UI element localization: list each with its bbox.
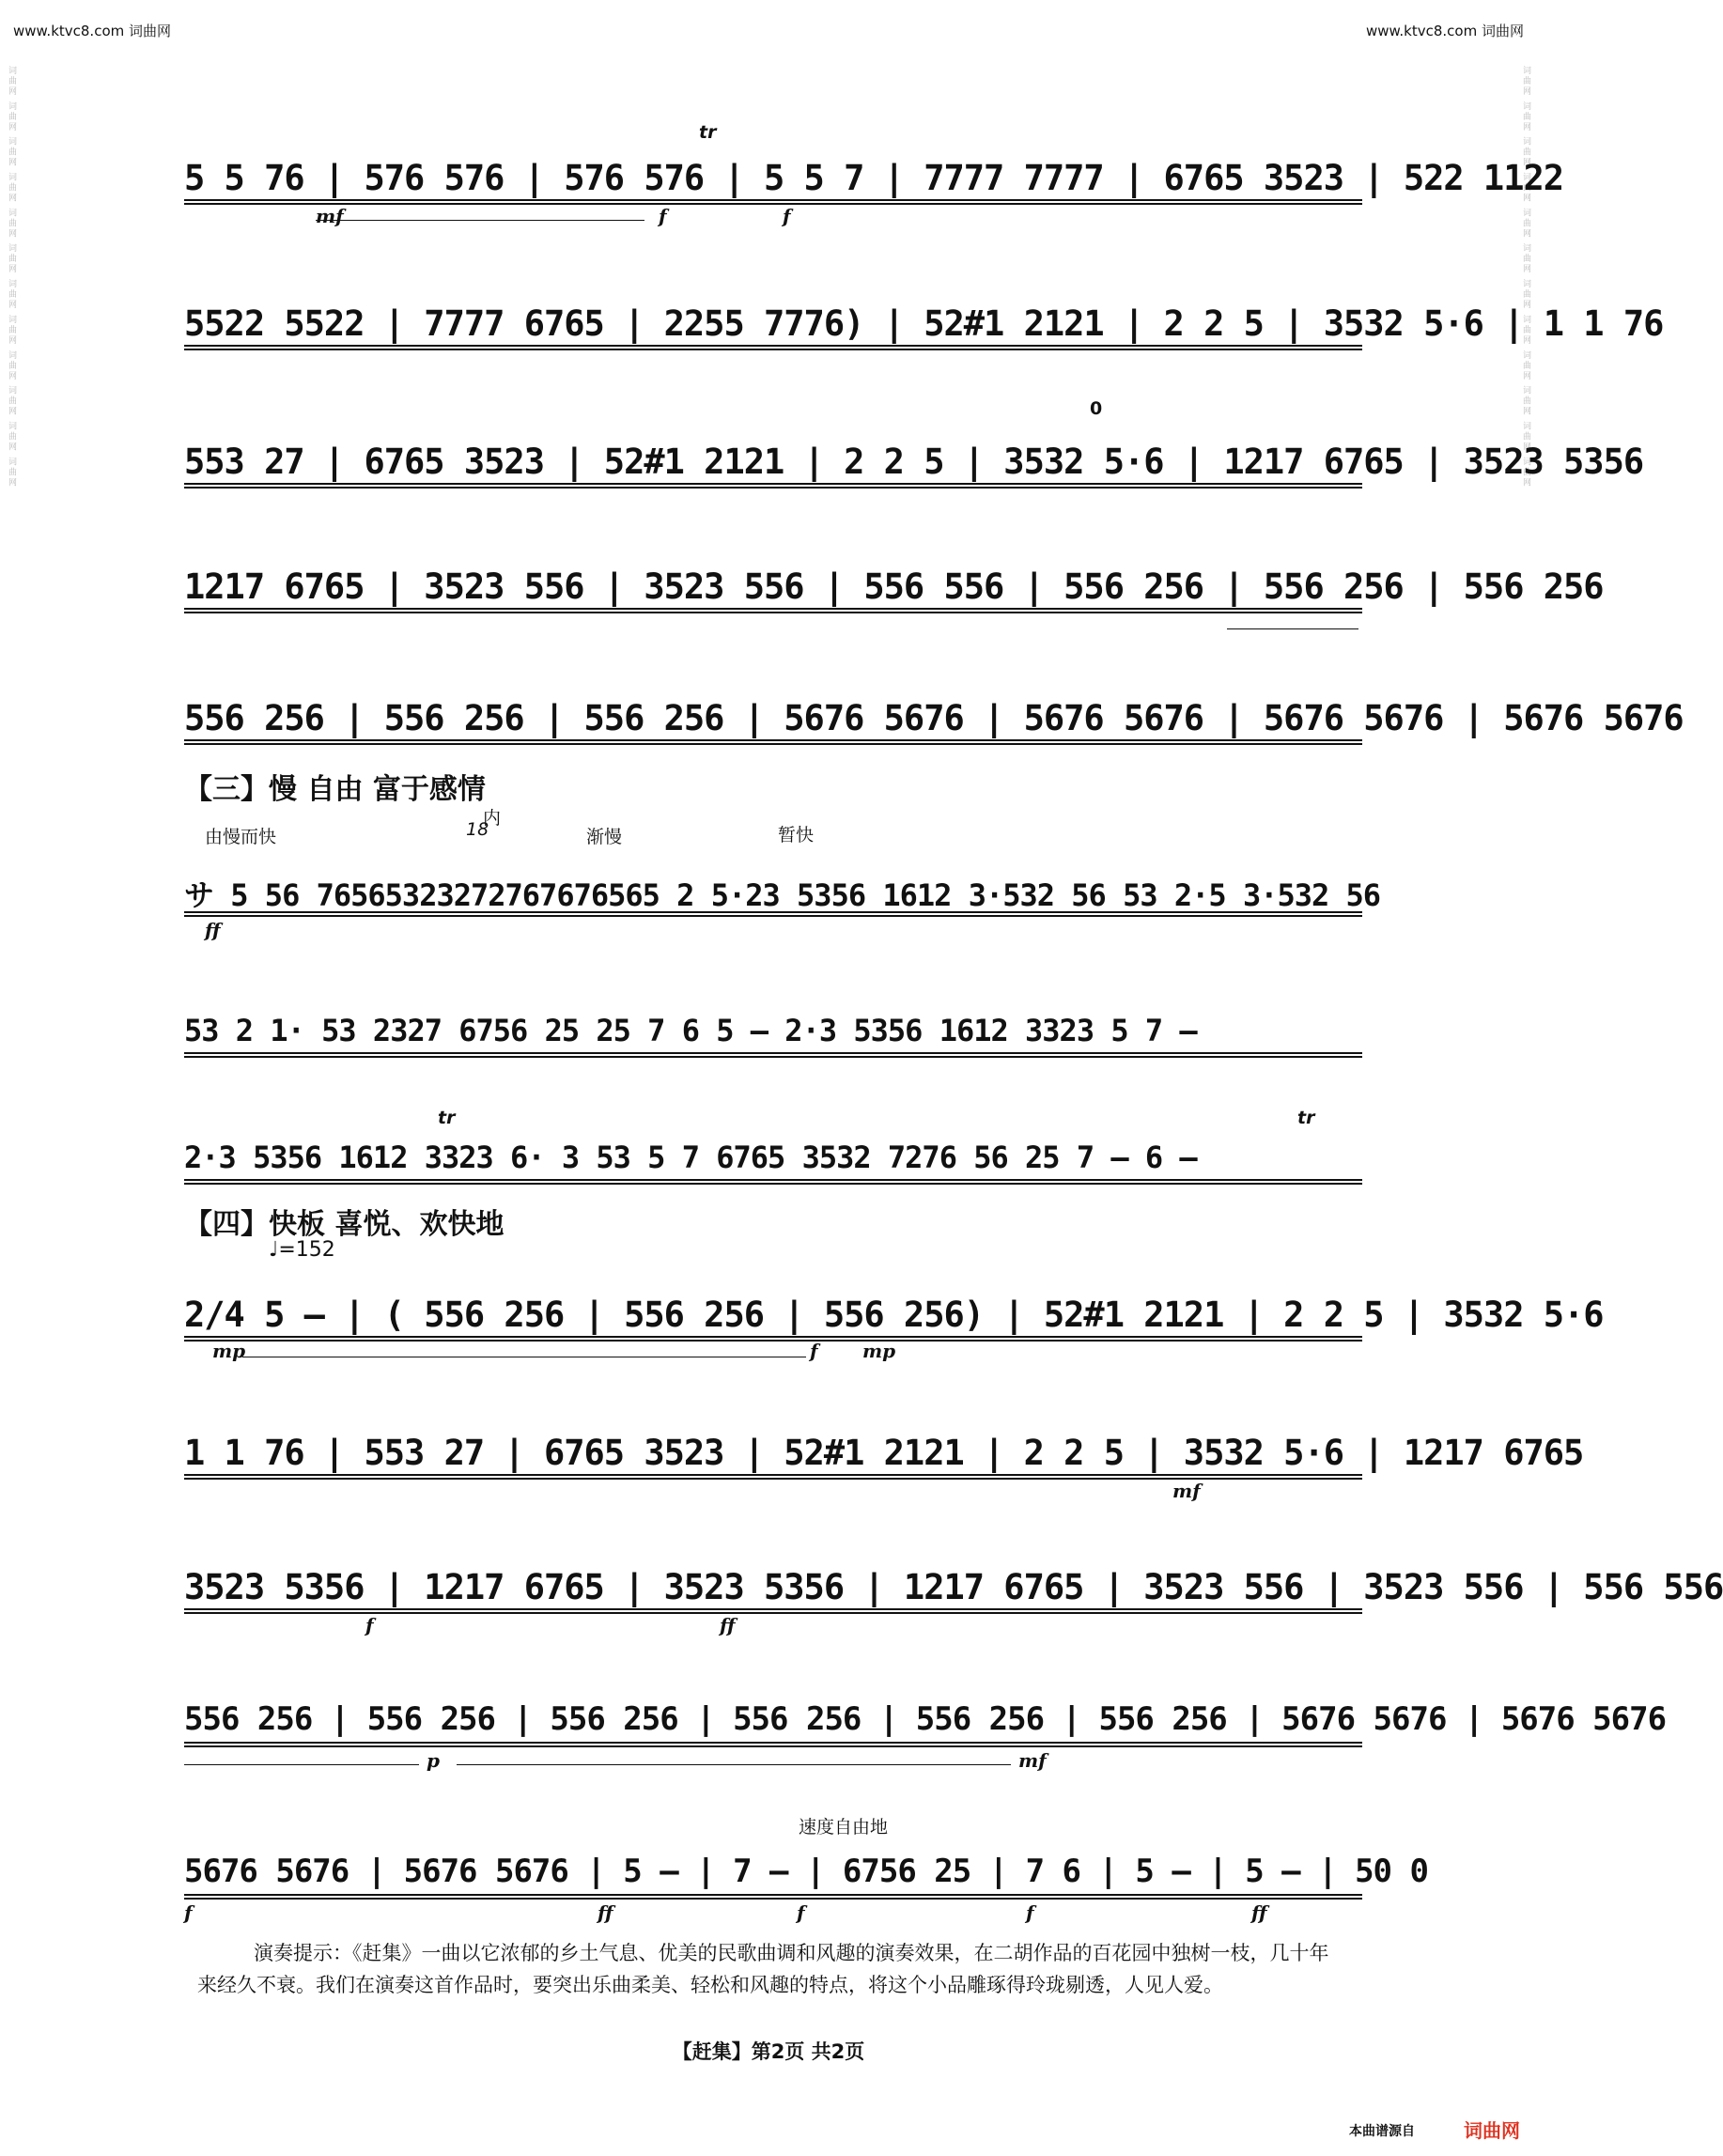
notation-line: 1 1 76 | 553 27 | 6765 3523 | 52#1 2121 | 2 2 5 | 3532 5·6 | 1217 6765 xyxy=(184,1433,1584,1473)
notation-line: 53 2 1· 53 2327 6756 25 25 7 6 5 – 2·3 5356 1612 3323 5 7 – xyxy=(184,1013,1197,1048)
notation-line: 3523 5356 | 1217 6765 | 3523 5356 | 1217 6765 | 3523 556 | 3523 556 | 556 556 xyxy=(184,1567,1723,1607)
fingering-mark: 0 xyxy=(1090,398,1103,419)
dynamic-mark: p xyxy=(427,1749,440,1772)
site-header-left[interactable]: www.ktvc8.com 词曲网 xyxy=(13,23,172,39)
crescendo-line xyxy=(457,1764,1011,1765)
dynamic-mark: mp xyxy=(862,1340,896,1362)
diminuendo-line xyxy=(184,1764,419,1765)
dynamic-mark: ff xyxy=(1251,1901,1267,1924)
dynamic-mark: f xyxy=(365,1614,374,1636)
dynamic-mark: f xyxy=(783,205,791,227)
tempo-annotation: 暂快 xyxy=(778,825,815,845)
underline xyxy=(184,345,1362,350)
notation-line: 556 256 | 556 256 | 556 256 | 556 256 | 556 256 | 556 256 | 5676 5676 | 5676 5676 xyxy=(184,1700,1667,1738)
dynamic-mark: mf xyxy=(1172,1480,1201,1502)
dynamic-mark: f xyxy=(797,1901,805,1924)
underline xyxy=(184,199,1362,205)
tuplet-number: 18 xyxy=(466,819,489,840)
dynamic-mark: f xyxy=(659,205,667,227)
notation-line: 556 256 | 556 256 | 556 256 | 5676 5676 | 5676 5676 | 5676 5676 | 5676 5676 xyxy=(184,698,1684,738)
dynamic-mark: ff xyxy=(598,1901,613,1924)
site-header-right[interactable]: www.ktvc8.com 词曲网 xyxy=(1365,23,1524,39)
crescendo-line xyxy=(316,220,644,221)
underline xyxy=(184,739,1362,745)
page-footer: 【赶集】第2页 共2页 xyxy=(672,2040,865,2063)
underline xyxy=(184,1742,1362,1747)
trill-mark: tr xyxy=(699,122,717,143)
side-watermark-left: 词曲网 词曲网 词曲网 词曲网 词曲网 词曲网 词曲网 词曲网 词曲网 词曲网 词曲网 词曲网 xyxy=(7,66,16,489)
notation-line: 5522 5522 | 7777 6765 | 2255 7776) | 52#1 2121 | 2 2 5 | 3532 5·6 | 1 1 76 xyxy=(184,303,1664,344)
notation-line: 553 27 | 6765 3523 | 52#1 2121 | 2 2 5 | 3532 5·6 | 1217 6765 | 3523 5356 xyxy=(184,442,1644,482)
underline xyxy=(184,911,1362,917)
notation-line: 2·3 5356 1612 3323 6· 3 53 5 7 6765 3532 7276 56 25 7 – 6 – xyxy=(184,1140,1197,1175)
dynamic-mark: ff xyxy=(205,919,221,941)
trill-mark: tr xyxy=(438,1108,456,1128)
underline xyxy=(184,1894,1362,1900)
section-3-title: 【三】慢 自由 富于感情 xyxy=(184,773,486,806)
string-annotation: 内 xyxy=(483,808,502,829)
notation-line: 2/4 5 – | ( 556 256 | 556 256 | 556 256) | 52#1 2121 | 2 2 5 | 3532 5·6 xyxy=(184,1295,1604,1335)
underline xyxy=(184,483,1362,489)
tempo-marking: ♩=152 xyxy=(269,1238,335,1262)
underline xyxy=(184,608,1362,613)
trill-mark: tr xyxy=(1297,1108,1315,1128)
underline xyxy=(184,1179,1362,1185)
dynamic-mark: mf xyxy=(1018,1749,1047,1772)
notation-line: 5676 5676 | 5676 5676 | 5 – | 7 – | 6756 25 | 7 6 | 5 – | 5 – | 50 0 xyxy=(184,1853,1428,1890)
tempo-annotation: 由慢而快 xyxy=(205,827,277,847)
dynamic-mark: f xyxy=(1026,1901,1034,1924)
dynamic-mark: f xyxy=(810,1340,818,1362)
notation-line: サ 5 56 76565323272767676565 2 5·23 5356 1612 3·532 56 53 2·5 3·532 56 xyxy=(184,877,1381,913)
notation-line: 1217 6765 | 3523 556 | 3523 556 | 556 556 | 556 256 | 556 256 | 556 256 xyxy=(184,566,1604,607)
tempo-annotation: 速度自由地 xyxy=(799,1817,889,1838)
performance-tips: 演奏提示：《赶集》一曲以它浓郁的乡土气息、优美的民歌曲调和风趣的演奏效果，在二胡作品的百花园中独树一枝，几十年来经久不衰。我们在演奏这首作品时，要突出乐曲柔美、轻松和风趣的特点，将这个小品雕琢得玲珑剔透，人见人爱。 xyxy=(197,1942,1329,1996)
diminuendo-line xyxy=(1227,628,1358,629)
underline xyxy=(184,1608,1362,1614)
source-label: 本曲谱源自 xyxy=(1349,2124,1415,2139)
notation-line: 5 5 76 | 576 576 | 576 576 | 5 5 7 | 7777 7777 | 6765 3523 | 522 1122 xyxy=(184,158,1564,198)
underline xyxy=(184,1052,1362,1058)
tempo-annotation: 渐慢 xyxy=(586,827,623,847)
dynamic-mark: ff xyxy=(720,1614,736,1636)
dynamic-mark: mf xyxy=(316,205,344,227)
dynamic-mark: mp xyxy=(212,1340,246,1362)
dynamic-mark: f xyxy=(184,1901,193,1924)
side-watermark-right: 词曲网 词曲网 词曲网 词曲网 词曲网 词曲网 词曲网 词曲网 词曲网 词曲网 词曲网 词曲网 xyxy=(1521,66,1530,489)
brand-logo[interactable]: 词曲网 xyxy=(1464,2119,1520,2142)
section-4-title: 【四】快板 喜悦、欢快地 xyxy=(184,1208,504,1241)
underline xyxy=(184,1336,1362,1342)
